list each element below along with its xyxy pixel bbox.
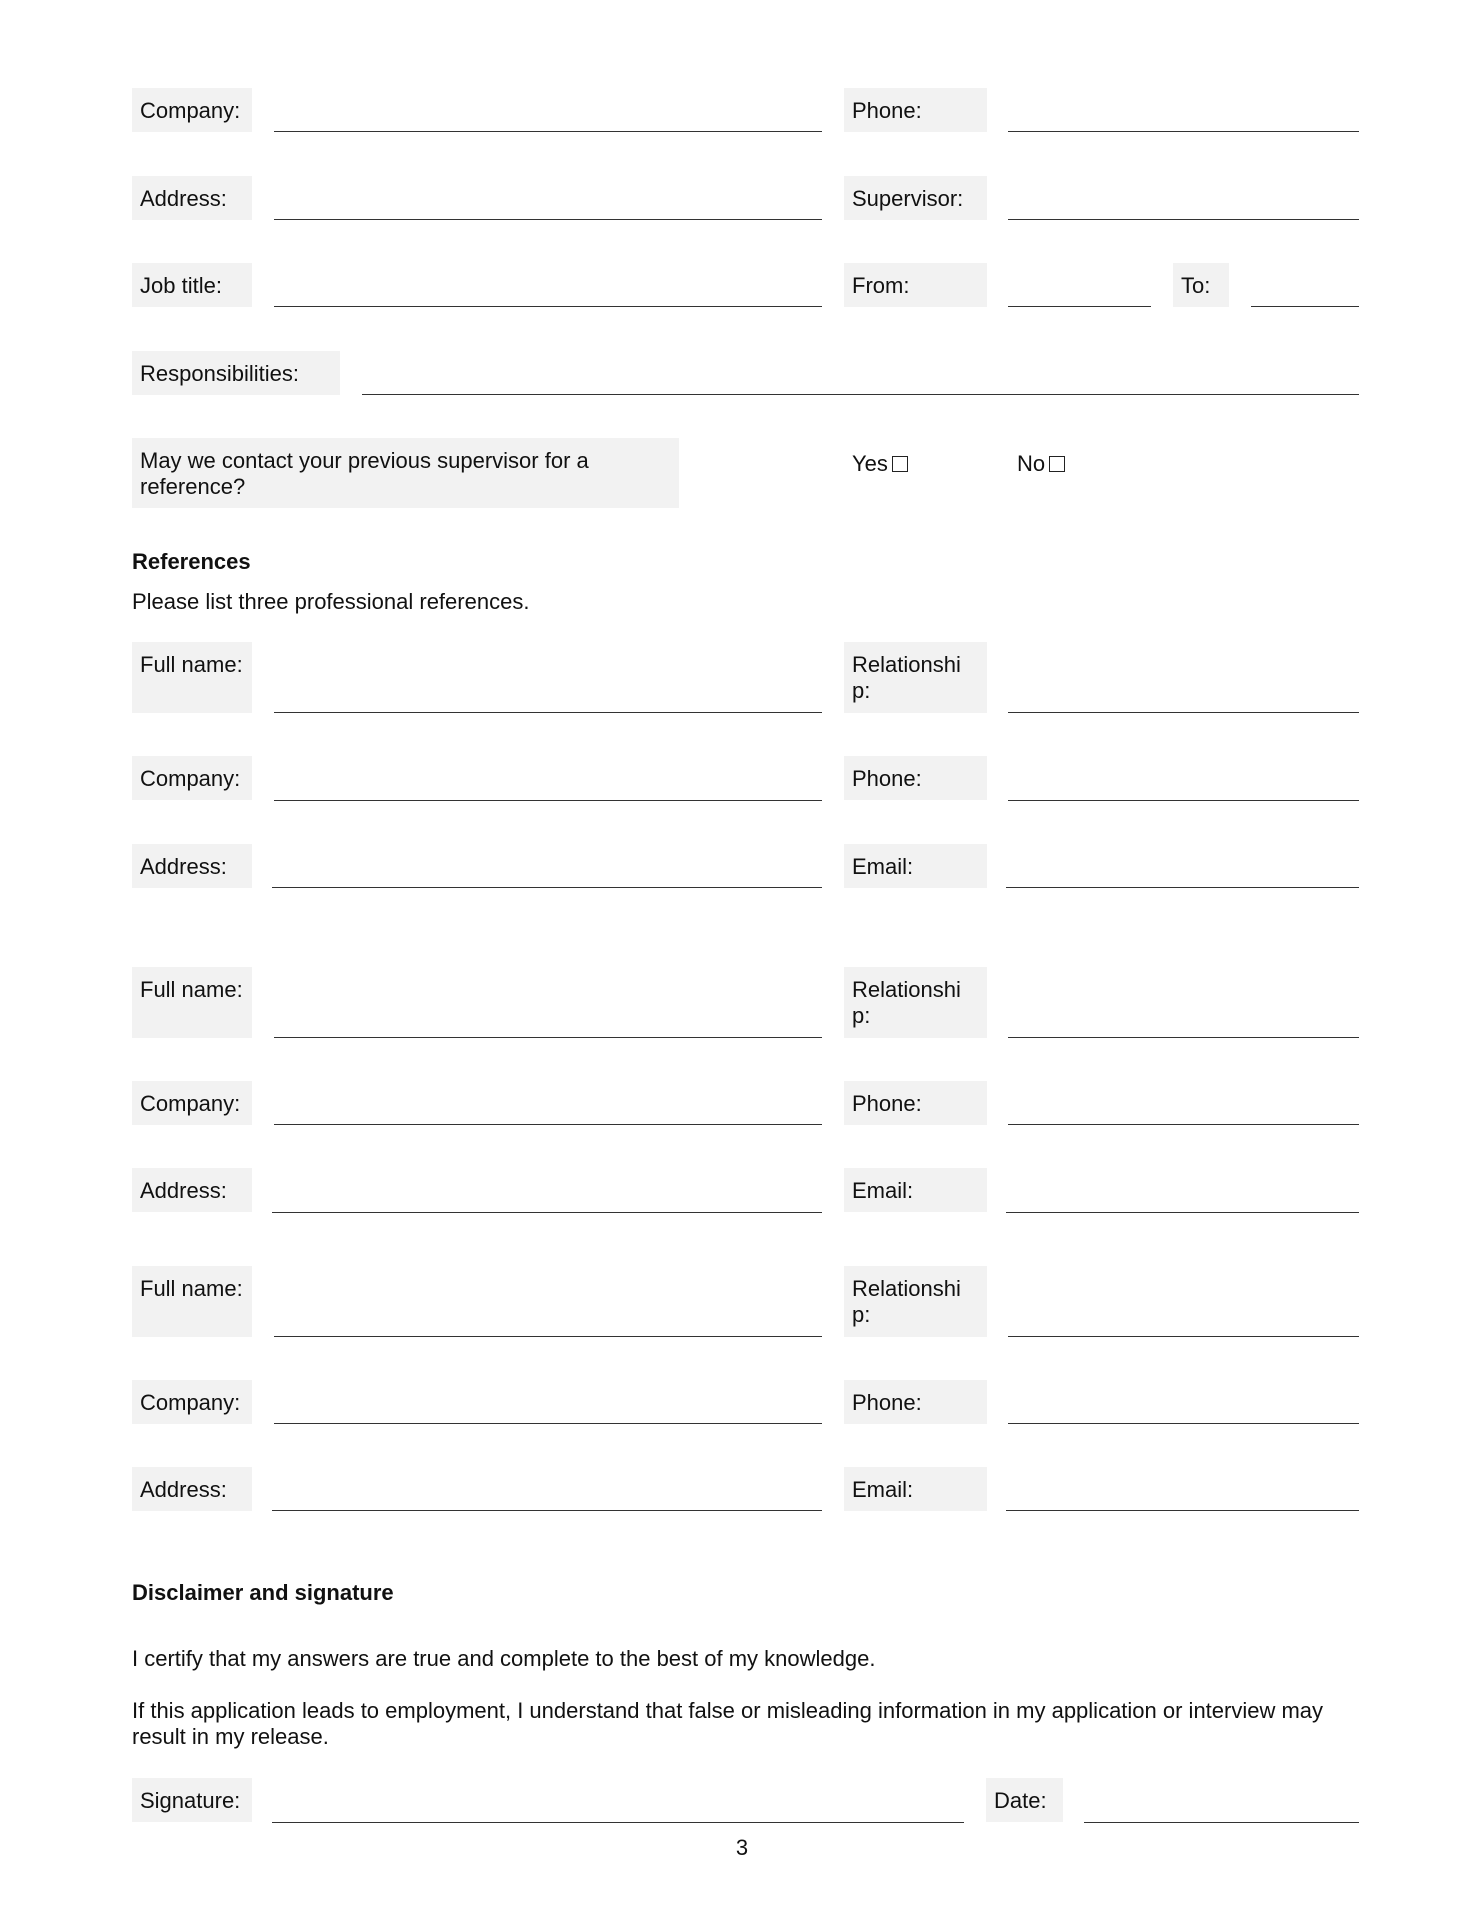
- contact-yes-option[interactable]: [852, 451, 908, 477]
- ref2-address-label: Address:: [132, 1168, 252, 1212]
- signature-field[interactable]: [272, 1822, 964, 1823]
- contact-yes-label: Yes: [852, 451, 888, 476]
- disclaimer-heading: Disclaimer and signature: [132, 1580, 394, 1605]
- job-title-field[interactable]: [274, 306, 822, 307]
- ref1-relationship-field[interactable]: [1008, 712, 1359, 713]
- phone-label: Phone:: [844, 88, 987, 132]
- ref3-address-label: Address:: [132, 1467, 252, 1511]
- contact-no-option[interactable]: [1017, 451, 1065, 477]
- date-field[interactable]: [1084, 1822, 1359, 1823]
- responsibilities-field[interactable]: [362, 394, 1359, 395]
- company-field[interactable]: [274, 131, 822, 132]
- to-field[interactable]: [1251, 306, 1359, 307]
- ref2-full-name-label: Full name:: [132, 967, 252, 1038]
- ref2-email-field[interactable]: [1006, 1212, 1359, 1213]
- ref2-company-label: Company:: [132, 1081, 252, 1125]
- address-label: Address:: [132, 176, 252, 220]
- signature-label: Signature:: [132, 1778, 252, 1822]
- ref1-full-name-field[interactable]: [274, 712, 822, 713]
- ref2-company-field[interactable]: [274, 1124, 822, 1125]
- responsibilities-label: Responsibilities:: [132, 351, 340, 395]
- ref3-phone-field[interactable]: [1008, 1423, 1359, 1424]
- contact-no-checkbox[interactable]: [1049, 456, 1065, 472]
- ref3-phone-label: Phone:: [844, 1380, 987, 1424]
- contact-question: May we contact your previous supervisor for a reference?: [132, 438, 679, 508]
- ref2-phone-label: Phone:: [844, 1081, 987, 1125]
- ref1-email-field[interactable]: [1006, 887, 1359, 888]
- certify-text: I certify that my answers are true and complete to the best of my knowledge.: [132, 1646, 876, 1671]
- references-intro: Please list three professional references.: [132, 589, 530, 614]
- phone-field[interactable]: [1008, 131, 1359, 132]
- ref1-full-name-label: Full name:: [132, 642, 252, 713]
- contact-no-label: No: [1017, 451, 1046, 476]
- ref3-email-label: Email:: [844, 1467, 987, 1511]
- job-title-label: Job title:: [132, 263, 252, 307]
- ref3-email-field[interactable]: [1006, 1510, 1359, 1511]
- ref1-address-field[interactable]: [272, 887, 822, 888]
- date-label: Date:: [986, 1778, 1063, 1822]
- ref3-address-field[interactable]: [272, 1510, 822, 1511]
- ref2-phone-field[interactable]: [1008, 1124, 1359, 1125]
- ref2-full-name-field[interactable]: [274, 1037, 822, 1038]
- from-label: From:: [844, 263, 987, 307]
- ref1-phone-field[interactable]: [1008, 800, 1359, 801]
- ref2-address-field[interactable]: [272, 1212, 822, 1213]
- ref3-full-name-label: Full name:: [132, 1266, 252, 1337]
- company-label: Company:: [132, 88, 252, 132]
- ref1-company-label: Company:: [132, 756, 252, 800]
- address-field[interactable]: [274, 219, 822, 220]
- page-number: 3: [735, 1835, 749, 1860]
- ref2-email-label: Email:: [844, 1168, 987, 1212]
- ref1-company-field[interactable]: [274, 800, 822, 801]
- ref3-full-name-field[interactable]: [274, 1336, 822, 1337]
- ref1-relationship-label: Relationship:: [844, 642, 987, 713]
- references-heading: References: [132, 549, 251, 574]
- ref3-relationship-field[interactable]: [1008, 1336, 1359, 1337]
- ref1-phone-label: Phone:: [844, 756, 987, 800]
- ref1-address-label: Address:: [132, 844, 252, 888]
- supervisor-label: Supervisor:: [844, 176, 987, 220]
- ref3-company-field[interactable]: [274, 1423, 822, 1424]
- contact-yes-checkbox[interactable]: [892, 456, 908, 472]
- ref1-email-label: Email:: [844, 844, 987, 888]
- to-label: To:: [1173, 263, 1229, 307]
- ref2-relationship-field[interactable]: [1008, 1037, 1359, 1038]
- ref2-relationship-label: Relationship:: [844, 967, 987, 1038]
- from-field[interactable]: [1008, 306, 1151, 307]
- ref3-relationship-label: Relationship:: [844, 1266, 987, 1337]
- supervisor-field[interactable]: [1008, 219, 1359, 220]
- release-text: If this application leads to employment, I understand that false or misleading information in my application or interview may result in my release.: [132, 1698, 1324, 1749]
- ref3-company-label: Company:: [132, 1380, 252, 1424]
